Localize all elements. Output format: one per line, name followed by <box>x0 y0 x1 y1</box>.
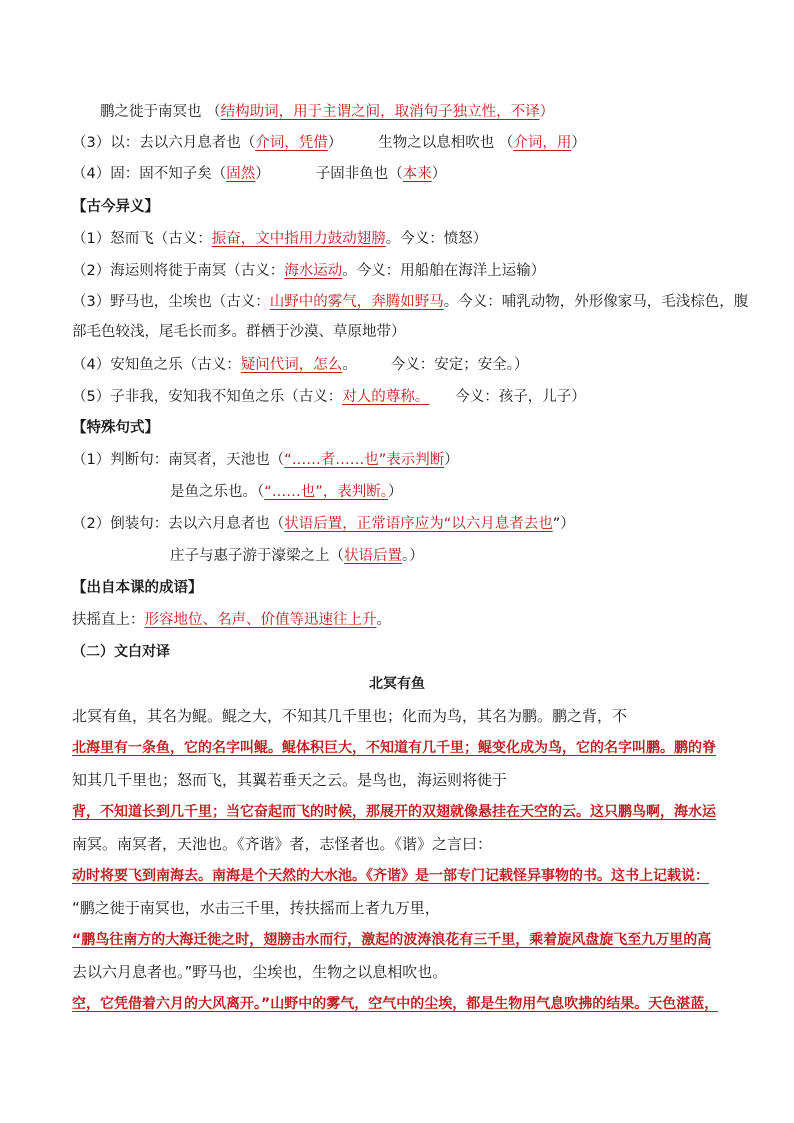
section-heading-duiyi: （二）文白对译 <box>72 644 170 660</box>
passage-translation-3: 动时将要飞到南海去。南海是个天然的大水池。《齐谐》是一部专门记载怪异事物的书。这书上记载说： <box>72 868 709 884</box>
teshu-text: ） <box>444 452 459 468</box>
gujin-ancient-meaning: 海水运动 <box>284 263 343 279</box>
gujin-ancient-meaning: 对人的尊称。 <box>342 389 430 405</box>
teshu-item-2 <box>72 514 575 534</box>
gujin-text: （3）野马也，尘埃也（古义： <box>72 294 270 310</box>
gujin-text: 。今义：用船舶在海洋上运输） <box>342 263 546 279</box>
note-text: 子固非鱼也（ <box>315 166 403 182</box>
passage-translation-4: “鹏鸟往南方的大海迁徙之时，翅膀击水而行，激起的波涛浪花有三千里，乘着旋风盘旋飞至九万里的高 <box>72 932 712 948</box>
chengyu-term: 扶摇直上： <box>72 612 145 628</box>
teshu-explanation: “……者……也”表示判断 <box>284 452 445 468</box>
passage-title: 北冥有鱼 <box>369 676 425 692</box>
teshu-text: 是鱼之乐也。（ <box>170 484 265 500</box>
note-explanation: 介词，凭借 <box>255 135 328 151</box>
teshu-explanation: 状语后置 <box>344 548 402 564</box>
teshu-explanation: 状语后置，正常语序应为“以六月息者去也 <box>284 516 553 532</box>
chengyu-definition: 形容地位、名声、价值等迅速往上升 <box>144 612 377 628</box>
passage-original-3: 南冥。南冥者，天池也。《齐谐》者，志怪者也。《谐》之言曰： <box>72 835 493 853</box>
gujin-text: 。今义：哺乳动物，外形像家马，毛浅棕色，腹 <box>443 294 749 310</box>
gujin-ancient-meaning: 疑问代词，怎么 <box>240 357 343 373</box>
gujin-item-2 <box>72 261 545 281</box>
note-bracket: ） <box>255 166 270 182</box>
gujin-item-3-cont: 部毛色较浅，尾毛长而多。群栖于沙漠、草原地带） <box>72 324 406 340</box>
note-explanation: 介词，用 <box>513 135 572 151</box>
chengyu-text: 。 <box>376 612 391 628</box>
teshu-text: ”） <box>552 516 575 532</box>
passage-original-4: “鹏之徙于南冥也，水击三千里，抟扶摇而上者九万里， <box>72 899 440 917</box>
note-bracket: ） <box>431 166 447 182</box>
passage-original-2: 知其几千里也；怒而飞，其翼若垂天之云。是鸟也，海运则将徙于 <box>72 771 508 789</box>
teshu-text: （1）判断句：南冥者，天池也（ <box>72 452 285 468</box>
gujin-text: 。今义：愤怒） <box>385 231 488 247</box>
passage-translation-2: 背，不知道长到几千里；当它奋起而飞的时候，那展开的双翅就像悬挂在天空的云。这只鹏鸟啊，海水运 <box>72 804 716 820</box>
gujin-item-3 <box>72 292 748 312</box>
note-explanation: 固然 <box>226 166 256 182</box>
note-text: （3）以：去以六月息者也（ <box>72 135 256 151</box>
gujin-item-1 <box>72 229 487 249</box>
gujin-text: 。 <box>342 357 357 373</box>
teshu-text: ） <box>388 484 403 500</box>
section-heading-chengyu: 【出自本课的成语】 <box>72 580 203 596</box>
teshu-item-1 <box>72 450 459 470</box>
note-text: 生物之以息相吹也 （ <box>378 135 514 151</box>
gujin-text: （2）海运则将徙于南冥（古义： <box>72 263 285 279</box>
gujin-item-5 <box>72 387 586 407</box>
gujin-text: （5）子非我，安知我不知鱼之乐（古义： <box>72 389 343 405</box>
note-explanation: 本来 <box>402 166 432 182</box>
gujin-item-4 <box>72 355 528 375</box>
gujin-ancient-meaning: 山野中的雾气，奔腾如野马 <box>269 294 444 310</box>
gujin-text: 今义：孩子，儿子） <box>455 389 586 405</box>
note-bracket: ） <box>539 104 555 120</box>
gujin-text: （1）怒而飞（古义： <box>72 231 212 247</box>
teshu-text: 庄子与惠子游于濠梁之上（ <box>170 548 344 564</box>
section-heading-gujin: 【古今异义】 <box>72 199 159 215</box>
passage-original-1: 北冥有鱼，其名为鲲。鲲之大，不知其几千里也；化而为鸟，其名为鹏。鹏之背，不 <box>72 707 628 725</box>
teshu-text: 。） <box>402 548 424 564</box>
note-line-2 <box>72 133 586 153</box>
note-bracket: ） <box>571 135 586 151</box>
note-line-1 <box>100 102 554 122</box>
passage-original-5: 去以六月息者也。”野马也，尘埃也，生物之以息相吹也。 <box>72 963 448 981</box>
chengyu-item <box>72 610 391 630</box>
gujin-ancient-meaning: 振奋，文中指用力鼓动翅膀 <box>211 231 386 247</box>
gujin-text: （4）安知鱼之乐（古义： <box>72 357 241 373</box>
note-bracket: ） <box>327 135 343 151</box>
passage-translation-5: 空，它凭借着六月的大风离开。”山野中的雾气，空气中的尘埃，都是生物用气息吹拂的结果。天色湛蓝， <box>72 996 719 1012</box>
passage-translation-1: 北海里有一条鱼，它的名字叫鲲。鲲体积巨大，不知道有几千里；鲲变化成为鸟，它的名字叫鹏。鹏的脊 <box>72 740 716 756</box>
teshu-text: （2）倒装句：去以六月息者也（ <box>72 516 285 532</box>
teshu-explanation: “……也”，表判断。 <box>264 484 389 500</box>
note-line-3 <box>72 164 446 184</box>
note-text: 鹏之徙于南冥也 （ <box>100 104 221 120</box>
gujin-text: 今义：安定；安全。） <box>390 357 529 373</box>
section-heading-teshu: 【特殊句式】 <box>72 420 159 436</box>
teshu-item-2b <box>170 546 424 566</box>
teshu-item-1b <box>170 482 403 502</box>
note-text: （4）固：固不知子矣（ <box>72 166 227 182</box>
note-explanation: 结构助词，用于主谓之间，取消句子独立性，不译 <box>220 104 540 120</box>
